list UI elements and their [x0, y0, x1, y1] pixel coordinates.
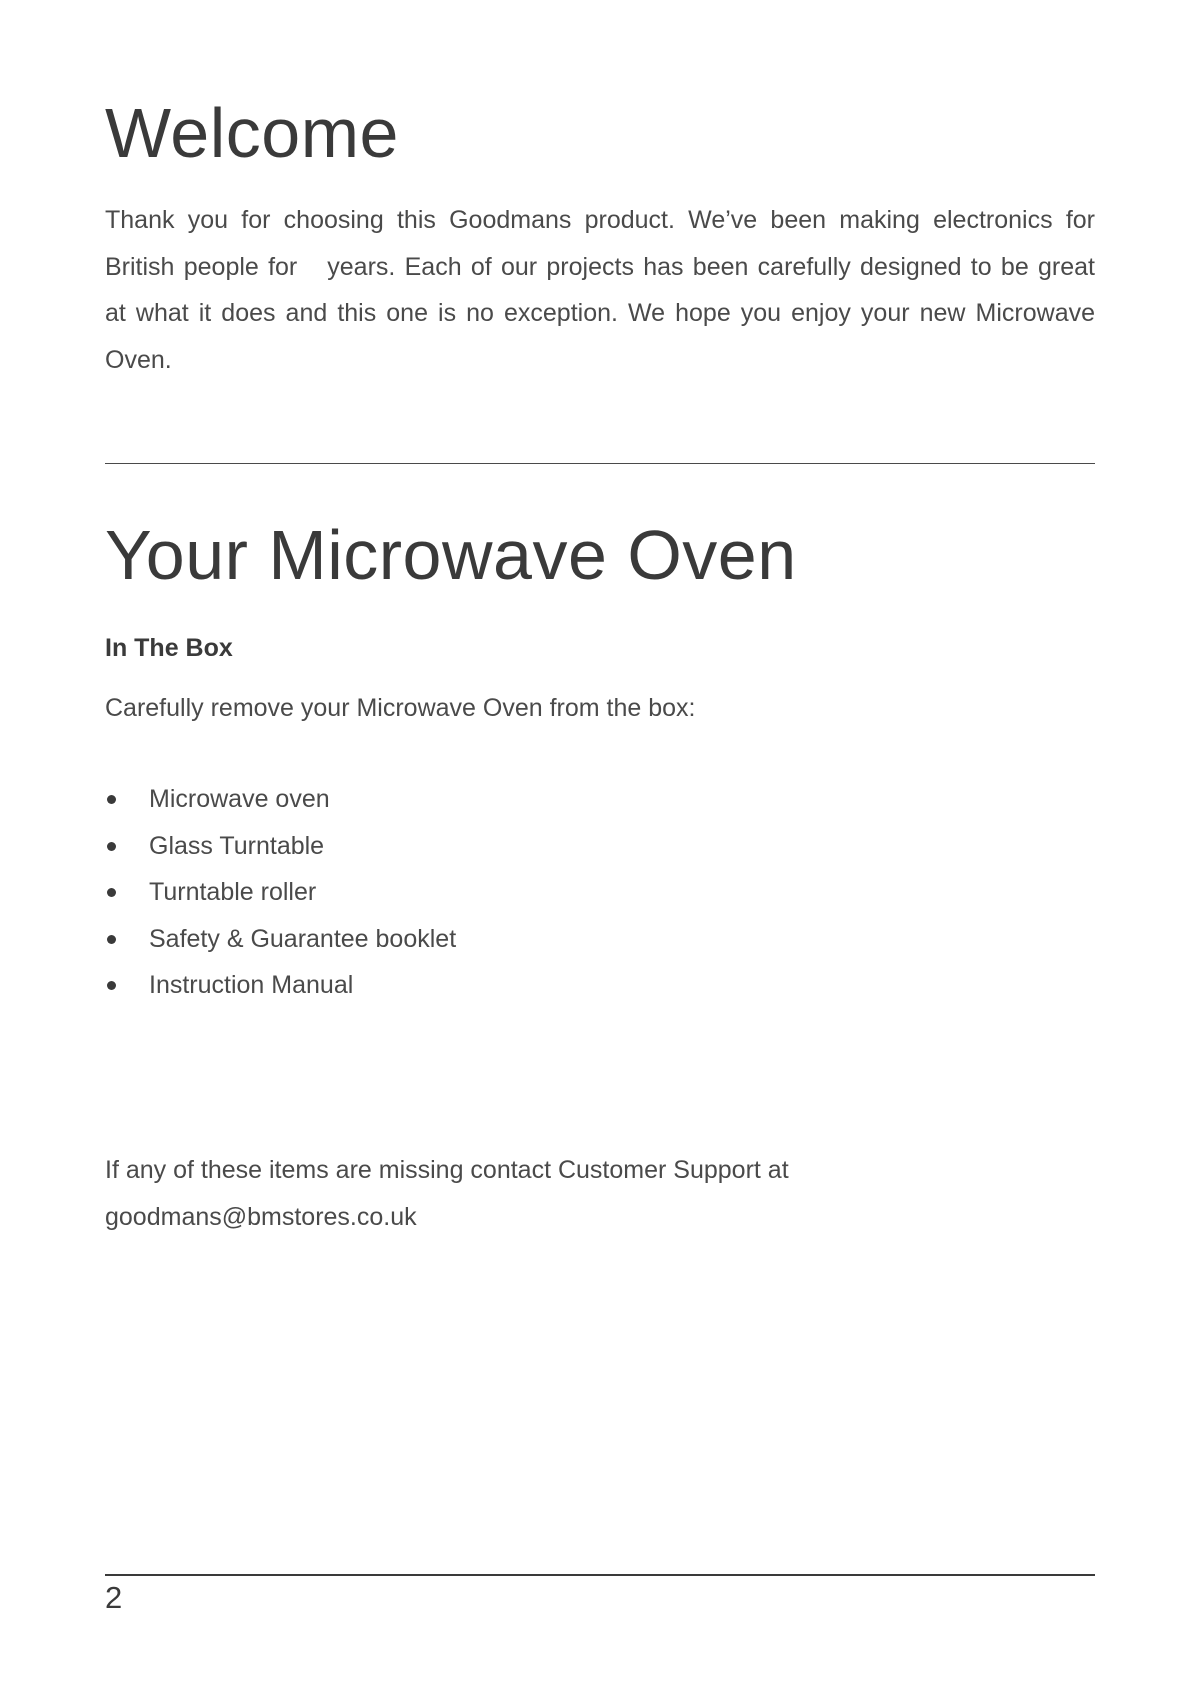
list-item	[105, 968, 456, 1015]
support-email: goodmans@bmstores.co.uk	[105, 1202, 417, 1231]
bullet-icon	[107, 935, 116, 944]
welcome-text-part2: years. Each of our projects has been carefully designed to be great at what it does and this one is no exception. We hope you enjoy your new Microwave Oven.	[105, 252, 1095, 374]
list-item	[105, 782, 456, 829]
page-number: 2	[105, 1580, 123, 1615]
list-item-label: Safety & Guarantee booklet	[149, 924, 457, 953]
welcome-paragraph	[105, 197, 1095, 383]
box-contents-list	[105, 782, 456, 1015]
list-item-label: Turntable roller	[149, 878, 317, 906]
list-item	[105, 829, 456, 876]
oven-section-title: Your Microwave Oven	[105, 516, 797, 594]
manual-page	[105, 0, 1095, 1684]
bullet-icon	[107, 981, 116, 990]
in-the-box-heading: In The Box	[105, 634, 233, 662]
section-divider	[105, 463, 1095, 464]
bullet-icon	[107, 888, 116, 897]
list-item-label: Instruction Manual	[149, 971, 354, 999]
list-item	[105, 922, 456, 969]
bullet-icon	[107, 795, 116, 804]
list-item-label: Microwave oven	[149, 785, 330, 813]
welcome-text-part1: Thank you for choosing this Goodmans product. We’ve been making electronics for British people for	[105, 206, 1095, 281]
in-the-box-intro: Carefully remove your Microwave Oven from the box:	[105, 694, 696, 722]
bullet-icon	[107, 842, 116, 851]
support-text: If any of these items are missing contact Customer Support at	[105, 1156, 789, 1184]
list-item-label: Glass Turntable	[149, 831, 325, 860]
support-paragraph	[105, 1147, 789, 1240]
footer-divider	[105, 1574, 1095, 1576]
list-item	[105, 875, 456, 922]
welcome-title: Welcome	[105, 94, 399, 172]
